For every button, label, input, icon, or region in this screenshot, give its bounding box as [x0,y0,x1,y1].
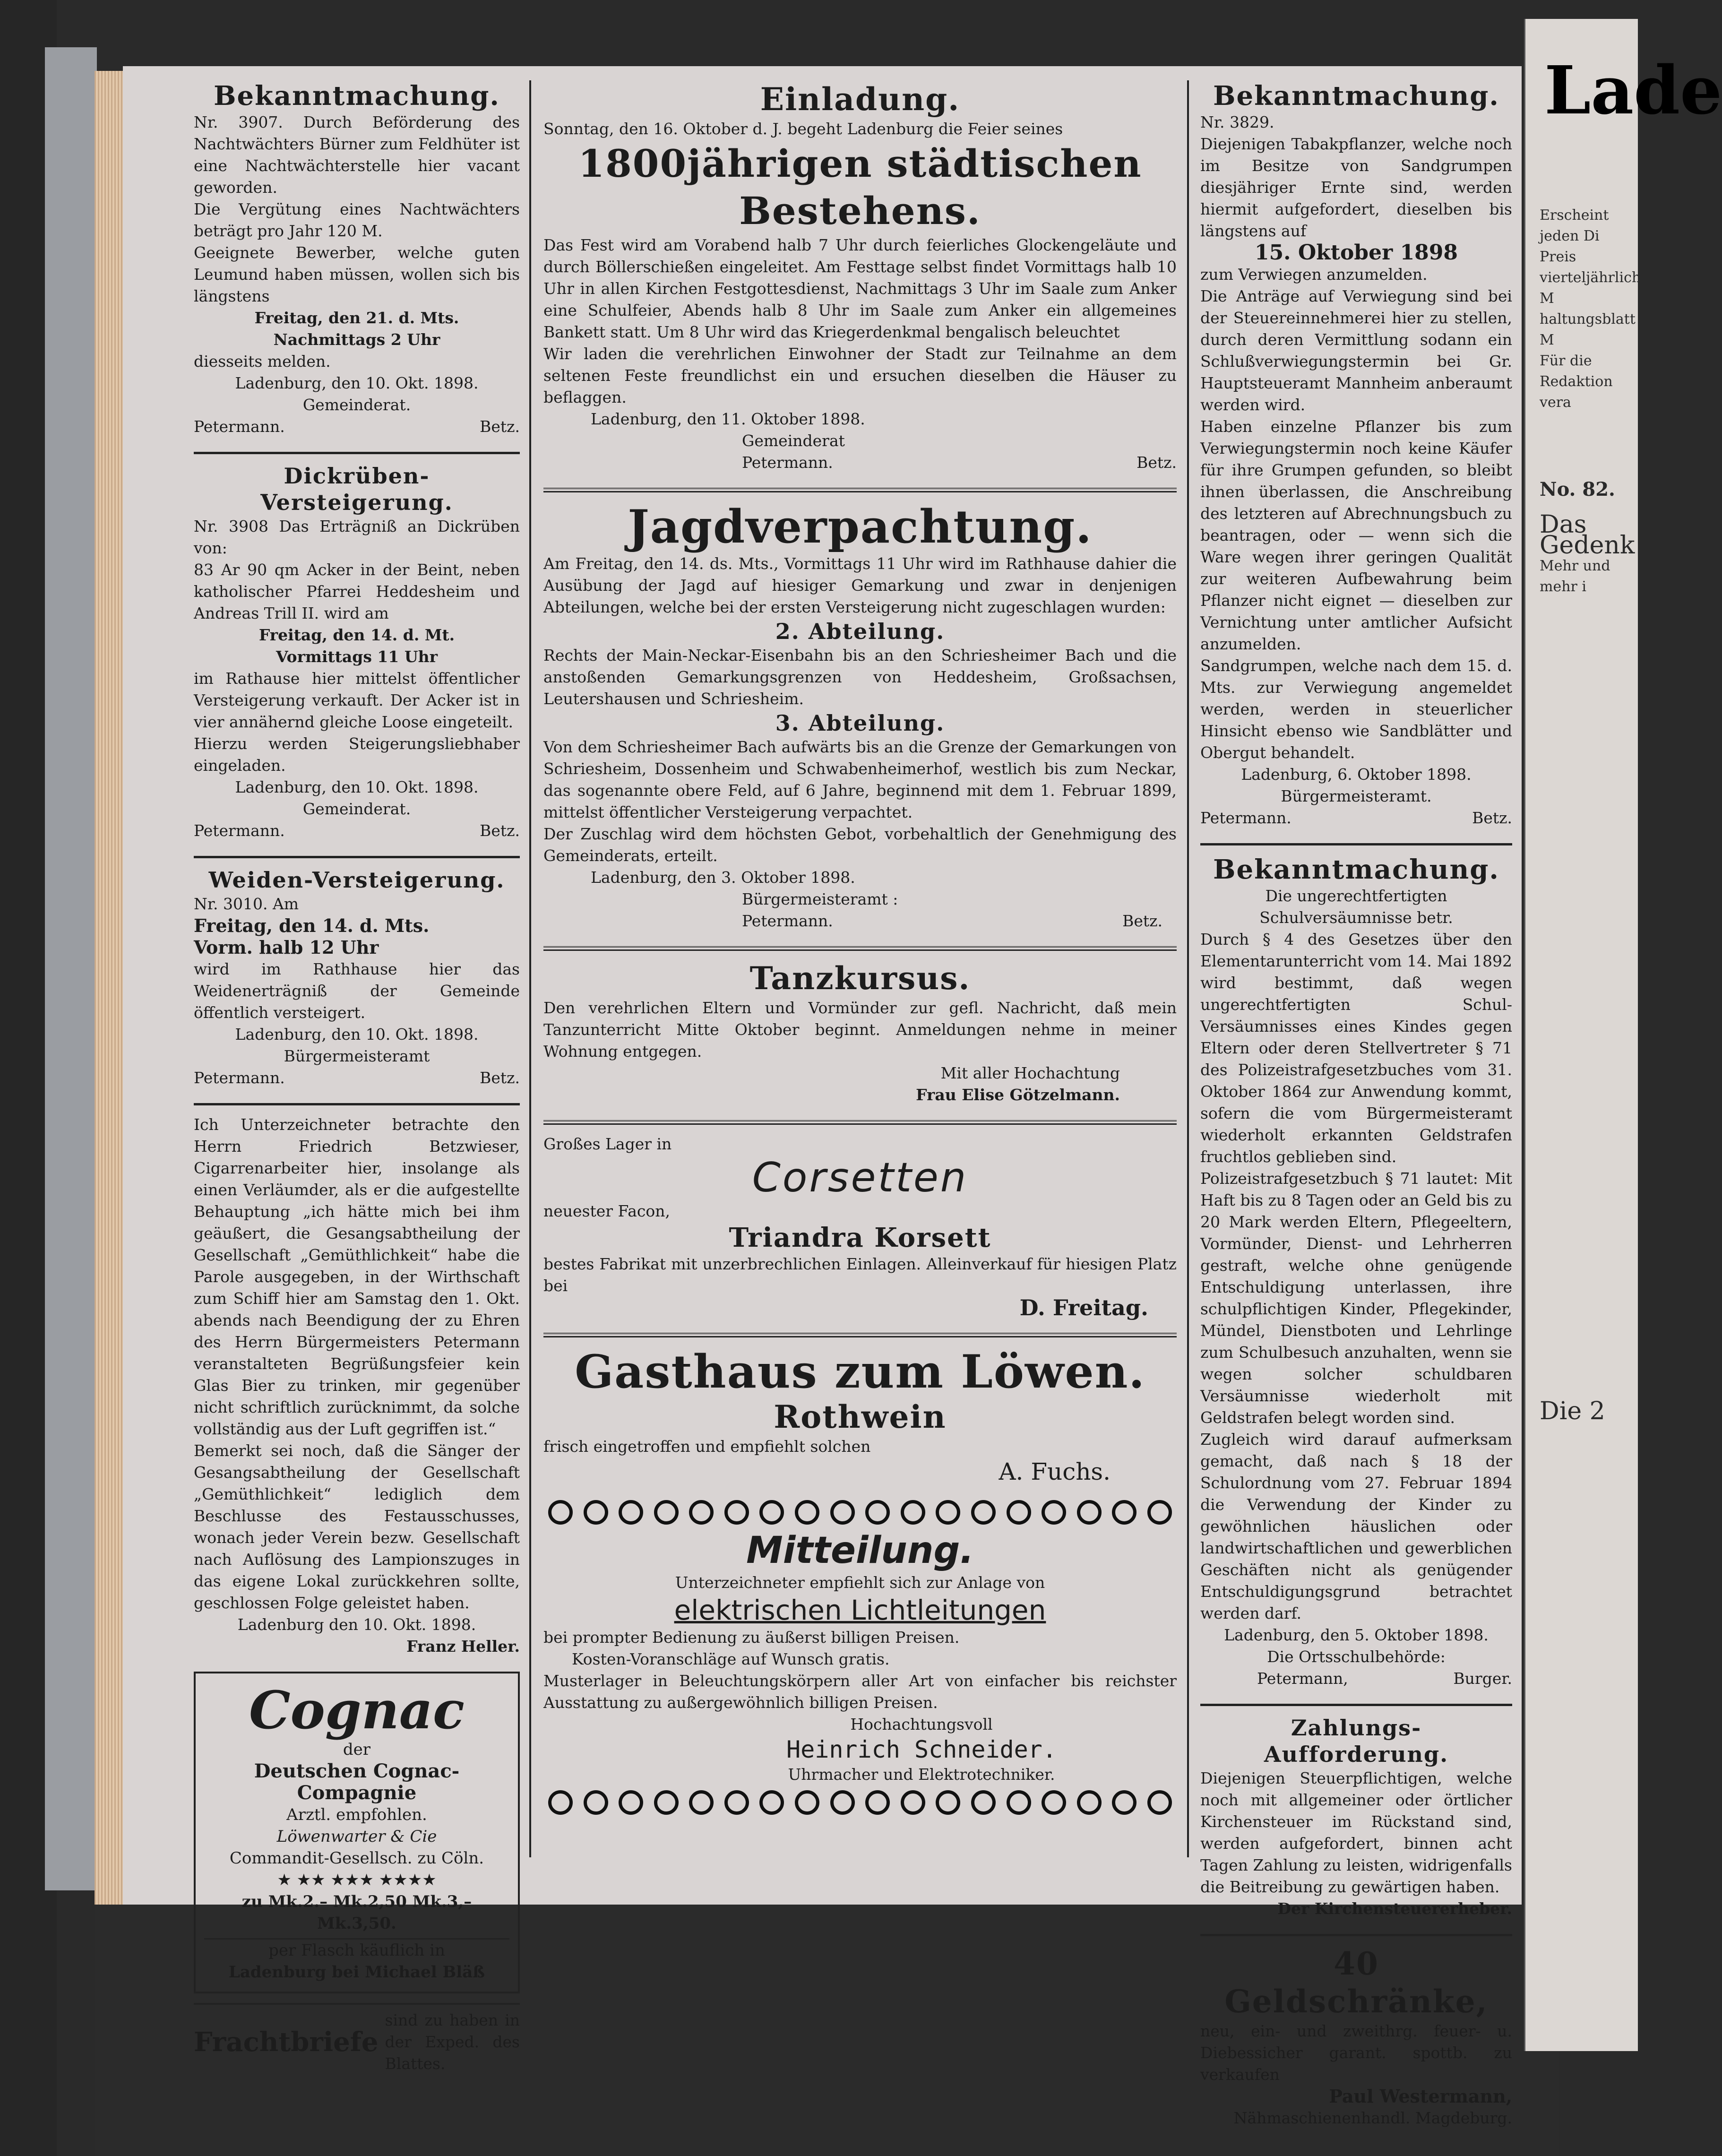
ring-ornament [865,1790,890,1815]
notice-line: Geeignete Bewerber, welche guten Leumund haben müssen, wollen sich bis längstens [194,243,520,305]
ring-ornament [1077,1500,1102,1525]
cognac-recommended: Arztl. empfohlen. [286,1805,427,1824]
hunting-text: Rechts der Main-Neckar-Eisenbahn bis an den Schriesheimer Bach und die anstoßenden Gemarkungsgrenzen von Heddesheim, Großsachsen, Leutershausen und Schriesheim. [543,646,1177,708]
ring-ornament [759,1790,784,1815]
dance-signature: Frau Elise Götzelmann. [916,1086,1120,1104]
notice-line: Freitag, den 14. d. Mt. [258,626,455,644]
cognac-advert [194,1672,520,1993]
notice-line: Sandgrumpen, welche nach dem 15. d. Mts. zur Verwiegung angemeldet werden, werden in steuerlicher Hinsicht ebenso wie Sandblätter und Obergut behandelt. [1200,656,1512,762]
electric-line: Musterlager in Beleuchtungskörpern aller Art von einfacher bis reichster Ausstattung zu außergewöhnlich billigen Preisen. [543,1672,1177,1712]
notice-line: wird im Rathhause hier das Weidenerträgniß der Gemeinde öffentlich versteigert. [194,960,520,1022]
advert-electric-lighting [543,1529,1177,1785]
signature-right: Betz. [1122,912,1162,930]
notice-line: Nachmittags 2 Uhr [273,330,440,349]
invitation-headline: 1800jährigen städtischen Bestehens. [578,141,1142,233]
hunting-text: Von dem Schriesheimer Bach aufwärts bis an die Grenze der Gemarkungen von Schriesheim, Dossenheim und Schwabenheimerhof, westlich bis zum Neckar, das sogenannte obere Feld, auf 6 Jahre, beginnend mit dem 1. Februar 1899, mittelst öffentlicher Versteigerung verpachtet. [543,738,1177,821]
invitation-text: Das Fest wird am Vorabend halb 7 Uhr durch feierliches Glockengeläute und durch Böllerschießen eingeleitet. Am Festtage selbst findet Vormittags halb 10 Uhr in allen Kirchen Festgottesdienst, Nachmittags 3 Uhr im Saale zum Anker eine Schulfeier, Abends halb 8 Uhr im Saale zum Anker ein allgemeines Bankett statt. Um 8 Uhr wird das Kriegerdenkmal bengalisch beleuchtet [543,236,1177,341]
electric-trade: Uhrmacher und Elektrotechniker. [788,1765,1055,1784]
signature-right: Burger. [1453,1669,1512,1688]
notice-line: Nr. 3829. [1200,113,1274,131]
notice-date: Ladenburg, den 5. Oktober 1898. [1224,1626,1489,1644]
separator [543,946,1177,951]
electric-signature: Heinrich Schneider. [786,1736,1057,1763]
ring-ornament [830,1500,855,1525]
next-page-line: haltungsblatt M [1540,311,1636,348]
notice-line: Vormittags 11 Uhr [276,647,438,666]
separator [1200,843,1512,845]
notice-night-watchman [194,80,520,438]
notice-text: Diejenigen Steuerpflichtigen, welche noch mit allgemeiner oder örtlicher Kirchensteuer im Rückstand sind, werden aufgefordert, binnen acht Tagen Zahlung zu leisten, widrigenfalls die Beitreibung zu gewärtigen haben. [1200,1769,1512,1896]
notice-title: Zahlungs-Aufforderung. [1264,1715,1449,1767]
hunting-text: Der Zuschlag wird dem höchsten Gebot, vorbehaltlich der Genehmigung des Gemeinderats, erteilt. [543,825,1177,865]
safes-signature: Paul Westermann, [1329,2086,1512,2107]
invitation-date: Ladenburg, den 11. Oktober 1898. [591,410,865,428]
electric-line: elektrischen Lichtleitungen [674,1594,1046,1626]
safes-title: 40 Geldschränke, [1224,1945,1488,2020]
notice-line: Freitag, den 21. d. Mts. [254,309,459,327]
ring-ornament [1007,1500,1031,1525]
notice-line: Nr. 3907. Durch Beförderung des Nachtwächters Bürner zum Feldhüter ist eine Nachtwächterstelle hier vacant geworden. [194,113,520,197]
ring-ornament [830,1790,855,1815]
electric-line: Unterzeichneter empfiehlt sich zur Anlage von [675,1573,1045,1592]
separator [543,488,1177,492]
invitation-org: Gemeinderat [742,431,845,450]
ring-ornament [795,1790,819,1815]
cognac-maker: Löwenwarter & Cie [276,1827,437,1846]
next-page-masthead: Lade [1544,52,1722,129]
signature-right: Betz. [1472,809,1512,827]
hunting-subheading: 2. Abteilung. [775,619,945,644]
notice-willow-auction [194,867,520,1089]
safes-text: neu, ein- und zweithrg. feuer- u. Diebessicher garant. spottb. zu verkaufen [1200,2022,1512,2084]
notice-line: Die Vergütung eines Nachtwächters beträgt pro Jahr 120 M. [194,200,520,240]
dance-greeting: Mit aller Hochachtung [940,1064,1120,1082]
notice-signature: Der Kirchensteuererheber. [1277,1899,1512,1918]
invitation-intro: Sonntag, den 16. Oktober d. J. begeht Ladenburg die Feier seines [543,120,1063,138]
cognac-firm: Commandit-Gesellsch. zu Cöln. [229,1849,484,1868]
notice-title: Bekanntmachung. [1213,854,1499,885]
notice-line: Freitag, den 14. d. Mts. [194,915,430,936]
ring-ornament [759,1500,784,1525]
statement-date: Ladenburg den 10. Okt. 1898. [237,1615,476,1634]
signature-left: Petermann. [194,1069,285,1087]
notice-line: Ladenburg, den 10. Okt. 1898. [235,374,479,392]
hunting-title: Jagdverpachtung. [628,500,1093,553]
signature-row [194,1067,520,1089]
ring-ornament [865,1500,890,1525]
cognac-prices: zu Mk.2.– Mk.2,50 Mk.3,– Mk.3,50. [241,1892,472,1933]
notice-title: Bekanntmachung. [1213,80,1499,112]
signature-left: Petermann. [194,821,285,840]
signature-left: Petermann. [742,453,833,472]
notice-title: Dickrüben-Versteigerung. [260,463,453,515]
next-page-line: Preis vierteljährlich M [1540,249,1641,307]
notice-hunting-lease [543,501,1177,932]
signature-left: Petermann. [742,912,833,930]
statement-heller [194,1114,520,1657]
cognac-sold-line: per Flasch käuflich in [204,1938,509,1961]
advert-inn-lion [543,1346,1177,1486]
ring-ornament [1042,1500,1066,1525]
ring-border-top [543,1500,1177,1525]
ring-ornament [654,1500,679,1525]
ring-ornament [936,1790,960,1815]
notice-org: Die Ortsschulbehörde: [1267,1647,1446,1666]
ring-ornament [1077,1790,1102,1815]
notice-tobacco [1200,80,1512,829]
invitation-text: Wir laden die verehrlichen Einwohner der Stadt zur Teilnahme an dem seltenen Feste freundlichst ein und ersuchen dieselben die Häuser zu beflaggen. [543,345,1177,406]
corset-line: neuester Facon, [543,1202,670,1220]
signature-left: Petermann, [1257,1669,1348,1688]
next-page-line: No. 82. [1540,478,1615,500]
signature-left: Petermann. [194,417,285,436]
invitation-title: Einladung. [760,81,960,118]
notice-title: Weiden-Versteigerung. [208,867,505,893]
next-page-line: Die 2 [1540,1397,1605,1425]
separator [194,452,520,454]
frachtbriefe-advert [194,2003,520,2075]
signature-row [543,452,1177,474]
hunting-date: Ladenburg, den 3. Oktober 1898. [591,868,855,887]
notice-line: Nr. 3010. Am [194,895,299,913]
notice-line: Haben einzelne Pflanzer bis zum Verwiegungstermin noch keine Käufer für ihre Grumpen gefunden, so bleibt ihnen überlassen, die Anschreibung des letzteren auf Abrechnungsbuch zu beantragen, oder — wenn sich die Ware wegen ihrer geringen Qualität zur weiteren Aufbewahrung beim Pflanzer nicht eignet — dieselben zur Vernichtung unter amtlicher Aufsicht anzumelden. [1200,417,1512,653]
safes-place: Nähmaschienenhandl. Magdeburg. [1233,2109,1512,2127]
ring-ornament [1042,1790,1066,1815]
notice-title: Bekanntmachung. [214,80,500,112]
dance-text: Den verehrlichen Eltern und Vormünder zur gefl. Nachricht, daß mein Tanzunterricht Mitte Oktober beginnt. Anmeldungen nehme in meiner Wohnung entgegen. [543,999,1177,1061]
advert-dance-course [543,959,1177,1106]
ring-border-bottom [543,1790,1177,1815]
signature-right: Betz. [480,1069,520,1087]
ring-ornament [724,1500,749,1525]
cover-board [45,47,97,1890]
inn-title: Gasthaus zum Löwen. [575,1345,1145,1398]
next-page-line: Das Gedenk [1540,510,1635,560]
separator [194,1103,520,1105]
notice-line: diesseits melden. [194,352,331,371]
ring-ornament [1007,1790,1031,1815]
column-center [543,80,1177,1815]
corset-signature: D. Freitag. [1019,1295,1148,1320]
separator [543,1333,1177,1337]
ring-ornament [901,1500,925,1525]
signature-row [194,820,520,842]
signature-row [194,416,520,438]
ring-ornament [795,1500,819,1525]
ring-ornament [689,1790,714,1815]
notice-line: Hierzu werden Steigerungsliebhaber eingeladen. [194,734,520,775]
notice-text: Zugleich wird darauf aufmerksam gemacht, daß nach § 18 der Schulordnung vom 27. Februar 1894 die Verwendung der Kinder zu gewöhnlichen häuslichen oder landwirtschaftlichen und gewerblichen Geschäften nicht als genügender Entschuldigungsgrund betrachtet werden darf. [1200,1430,1512,1622]
notice-line: 15. Oktober 1898 [1254,241,1458,265]
signature-right: Betz. [1137,453,1177,472]
inn-subtitle: Rothwein [774,1398,947,1435]
electric-greeting: Hochachtungsvoll [850,1715,993,1733]
notice-line: zum Verwiegen anzumelden. [1200,265,1428,284]
frachtbriefe-title: Frachtbriefe [194,2027,379,2058]
signature-row [543,910,1177,932]
ring-ornament [619,1790,643,1815]
notice-line: Ladenburg, 6. Oktober 1898. [1241,765,1472,784]
cognac-stars: ★ ★★ ★★★ ★★★★ [277,1871,437,1889]
signature-row [1200,1668,1512,1690]
frachtbriefe-text: sind zu haben in der Exped. des Blattes. [385,2011,520,2073]
ring-ornament [548,1790,573,1815]
electric-line: bei prompter Bedienung zu äußerst billigen Preisen. [543,1628,960,1647]
corset-heading: Corsetten [752,1154,968,1201]
separator [1200,1704,1512,1706]
ring-ornament [619,1500,643,1525]
notice-line: 83 Ar 90 qm Acker in der Beint, neben katholischer Pfarrei Heddesheim und Andreas Trill II. wird am [194,561,520,622]
ring-ornament [1112,1500,1137,1525]
statement-text: Ich Unterzeichneter betrachte den Herrn Friedrich Betzwieser, Cigarrenarbeiter hier, insolange als einen Verläumder, als er die aufgestellte Behauptung „ich hätte mich bei ihm geäußert, die Gesangsabtheilung der Gesellschaft „Gemüthlichkeit“ habe die Parole ausgegeben, in der Wirthschaft zum Schiff hier am Samstag den 1. Okt. abends nach Beendigung der zu Ehren des Herrn Bürgermeisters Petermann veranstalteten Begrüßungsfeier kein Glas Bier zu trinken, mir gegenüber nicht schriftlich zurücknimmt, da solche vollständig aus der Luft gegriffen ist.“ [194,1115,520,1438]
notice-beet-auction [194,463,520,842]
corset-brand: Triandra Korsett [729,1222,991,1253]
ring-ornament [654,1790,679,1815]
next-page-fragment [1524,19,1722,2051]
signature-right: Betz. [480,821,520,840]
column-right [1200,80,1512,2143]
signature-row [1200,807,1512,829]
notice-line: im Rathause hier mittelst öffentlicher Versteigerung verkauft. Der Acker ist in vier annähernd gleiche Loose eingeteilt. [194,669,520,731]
ring-ornament [971,1500,996,1525]
signature-left: Petermann. [1200,809,1292,827]
notice-line: Gemeinderat. [302,396,411,414]
cognac-der: der [343,1740,371,1759]
inn-signature: A. Fuchs. [999,1458,1111,1485]
separator [1200,1934,1512,1936]
electric-line: Kosten-Voranschläge auf Wunsch gratis. [572,1650,890,1668]
statement-text: Bemerkt sei noch, daß die Sänger der Gesangsabtheilung der Gesellschaft „Gemüthlichkeit“ lediglich dem Beschlusse des Festausschusses, wonach jeder Verein bezw. Gesellschaft nach Auflösung des Lampionszuges in das eigene Lokal zurückkehren sollte, geschlossen Folge geleistet haben. [194,1441,520,1612]
column-left [194,80,520,2075]
statement-signature: Franz Heller. [406,1637,520,1656]
ring-ornament [548,1500,573,1525]
ring-ornament [901,1790,925,1815]
next-page-line: Mehr und mehr i [1540,558,1610,595]
next-page-line: Für die Redaktion vera [1540,353,1613,411]
notice-text: Polizeistrafgesetzbuch § 71 lautet: Mit Haft bis zu 8 Tagen oder an Geld bis zu 20 Mark werden Eltern, Pflegeeltern, Vormünder, Dienst- und Lehrherren gestraft, welche ohne genügende Entschuldigung unterlassen, ihre schulpflichtigen Kinder, Pflegekinder, Mündel, Dienstboten und Lehrlinge zum Schulbesuch anzuhalten, wenn sie wegen solcher schuldbaren Versäumnisse wiederholt mit Geldstrafen belegt worden sind. [1200,1169,1512,1427]
notice-line: Vorm. halb 12 Uhr [194,937,379,958]
ring-ornament [971,1790,996,1815]
separator [194,856,520,858]
cognac-sold-line: Ladenburg bei Michael Bläß [228,1963,485,1982]
advert-safes [1200,1945,1512,2129]
electric-title: Mitteilung. [746,1529,974,1572]
hunting-intro: Am Freitag, den 14. ds. Mts., Vormittags 11 Uhr wird im Rathhause dahier die Ausübung der Jagd auf hiesiger Gemarkung und zwar in denjenigen Abteilungen, welche bei der ersten Versteigerung nicht zugeschlagen wurden: [543,554,1177,616]
ring-ornament [1147,1500,1172,1525]
notice-line: Diejenigen Tabakpflanzer, welche noch im Besitze von Sandgrumpen diesjähriger Ernte sind, werden hiermit aufgefordert, dieselben bis längstens auf [1200,135,1512,240]
ring-ornament [1112,1790,1137,1815]
notice-line: Nr. 3908 Das Erträgniß an Dickrüben von: [194,517,520,557]
notice-subtitle: Die ungerechtfertigten Schulversäumnisse betr. [1259,887,1453,927]
ring-ornament [584,1790,608,1815]
notice-payment-request [1200,1715,1512,1920]
notice-school-absence [1200,854,1512,1690]
notice-text: Durch § 4 des Gesetzes über den Elementarunterricht vom 14. Mai 1892 wird bestimmt, daß wegen ungerechtfertigten Schul-Versäumnisses eines Kindes gegen Eltern oder deren Stellvertreter § 71 des Polizeistrafgesetzbuches vom 31. Oktober 1864 zur Anwendung kommt, sofern die vom Bürgermeisteramt wiederholt erkannten Geldstrafen fruchtlos geblieben sind. [1200,930,1512,1166]
ring-ornament [1147,1790,1172,1815]
ring-ornament [724,1790,749,1815]
notice-line: Ladenburg, den 10. Okt. 1898. [235,1025,479,1044]
column-rule [529,80,531,1857]
dance-title: Tanzkursus. [749,960,971,997]
notice-line: Die Anträge auf Verwiegung sind bei der Steuereinnehmerei hier zu stellen, durch deren Vermittlung sodann ein Schlußverwiegungstermin bei Gr. Hauptsteueramt Mannheim anberaumt werden wird. [1200,287,1512,414]
page-edges [95,71,123,1905]
notice-line: Bürgermeisteramt. [1281,787,1432,805]
signature-right: Betz. [480,417,520,436]
inn-text: frisch eingetroffen und empfiehlt solchen [543,1437,871,1456]
advert-corsets [543,1133,1177,1319]
ring-ornament [689,1500,714,1525]
hunting-subheading: 3. Abteilung. [775,710,945,736]
ring-ornament [936,1500,960,1525]
notice-line: Ladenburg, den 10. Okt. 1898. [235,778,479,796]
notice-line: Bürgermeisteramt [284,1047,430,1065]
cognac-brand: Cognac [249,1680,465,1741]
invitation-jubilee [543,80,1177,474]
notice-line: Gemeinderat. [302,800,411,818]
next-page-lines [1525,205,1641,1425]
cognac-company: Deutschen Cognac-Compagnie [254,1760,460,1804]
hunting-org: Bürgermeisteramt : [742,890,898,908]
corset-line: Großes Lager in [543,1135,672,1153]
corset-text: bestes Fabrikat mit unzerbrechlichen Einlagen. Alleinverkauf für hiesigen Platz bei [543,1255,1177,1295]
separator [543,1120,1177,1125]
column-rule [1187,80,1189,1857]
next-page-line: Erscheint jeden Di [1540,207,1609,244]
ring-ornament [584,1500,608,1525]
